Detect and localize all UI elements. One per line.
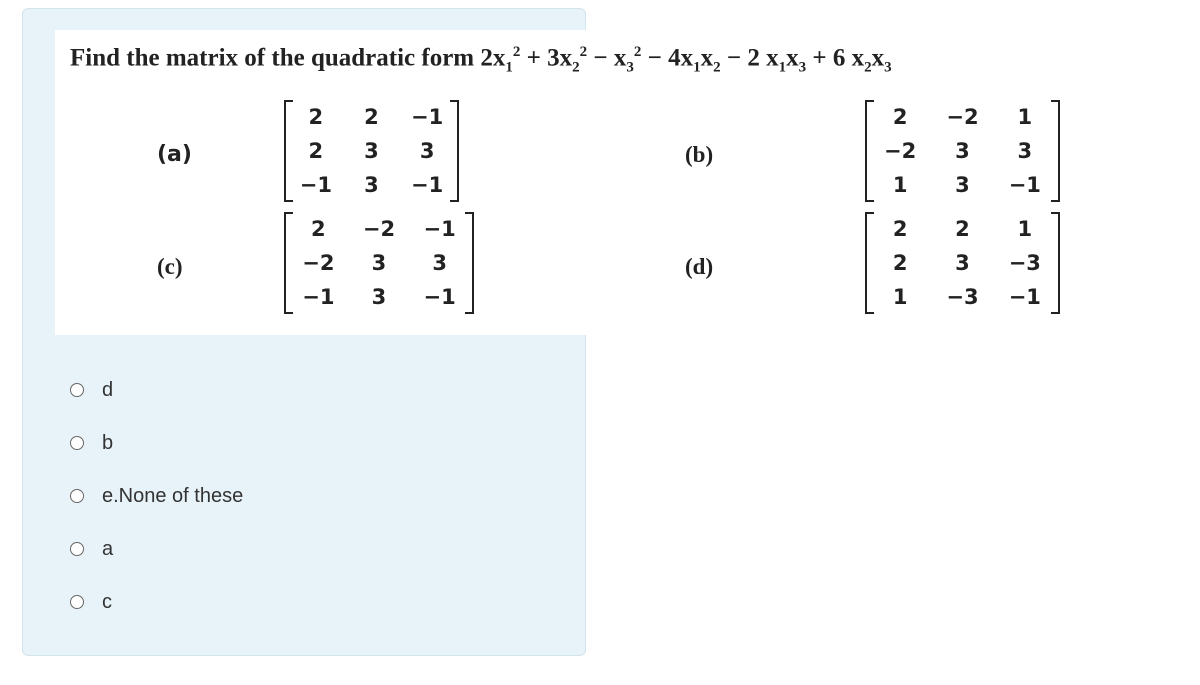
matrix-cell: 2 [955,217,970,241]
radio-button[interactable] [70,383,84,397]
answer-choice-d[interactable] [70,375,113,405]
matrix-cell: 3 [419,139,435,163]
matrix-cell: 2 [308,105,324,129]
matrix-cell: −1 [299,173,332,197]
question-text: Find the matrix of the quadratic form $2x_1^2 + 3x_2^2 - x_3^2 - 4x_1x_2 - 2$ $x_1x_3 + 6$ $x_2x_3$ [70,44,892,76]
matrix-cell: −1 [411,173,444,197]
matrix-cell: −1 [423,217,456,241]
option-a-label: (a) [157,142,192,167]
radio-button[interactable] [70,489,84,503]
radio-button[interactable] [70,542,84,556]
matrix-cell: −1 [1008,173,1041,197]
matrix-cell: 3 [955,139,970,163]
matrix-cell: −1 [411,105,444,129]
matrix-cell: −1 [423,285,456,309]
radio-button[interactable] [70,595,84,609]
choice-label[interactable]: b [102,431,114,454]
matrix-cell: −1 [1008,285,1041,309]
matrix-cell: 3 [371,251,387,275]
option-d-label: (d) [685,254,714,279]
matrix-cell: 1 [892,173,908,197]
radio-button[interactable] [70,436,84,450]
matrix-cell: −2 [884,139,917,163]
matrix-cell: 3 [371,285,387,309]
option-b-matrix [865,100,1060,202]
matrix-cell: 2 [311,217,326,241]
matrix-cell: 3 [432,251,447,275]
matrix-cell: 3 [955,251,970,275]
matrix-cell: 3 [364,173,379,197]
matrix-cell: 1 [1017,105,1033,129]
choice-label[interactable]: e.None of these [102,484,244,507]
matrix-cell: −3 [946,285,979,309]
option-c-label: (c) [157,254,183,279]
matrix-cell: 2 [892,105,908,129]
matrix-cell: 1 [892,285,908,309]
answer-choice-c[interactable] [70,587,112,617]
matrix-cell: −2 [946,105,979,129]
answer-choice-a[interactable] [70,534,113,564]
matrix-cell: −3 [1008,251,1041,275]
matrix-cell: 2 [892,217,908,241]
matrix-cell: 3 [955,173,970,197]
matrix-cell: 3 [364,139,379,163]
matrix-cell: −1 [302,285,335,309]
matrix-cell: −2 [302,251,335,275]
option-b-label: (b) [685,142,714,167]
answer-choice-e[interactable] [70,481,243,511]
matrix-cell: 1 [1017,217,1033,241]
matrix-cell: 3 [1017,139,1033,163]
option-a-matrix [284,100,459,202]
choice-label[interactable]: a [102,537,114,560]
matrix-cell: 2 [308,139,324,163]
matrix-cell: 2 [892,251,908,275]
option-c-matrix [284,212,474,314]
choice-label[interactable]: c [102,590,112,613]
answer-choice-b[interactable] [70,428,113,458]
option-d-matrix [865,212,1060,314]
choice-label[interactable]: d [102,378,114,401]
matrix-cell: −2 [362,217,396,241]
matrix-cell: 2 [364,105,379,129]
